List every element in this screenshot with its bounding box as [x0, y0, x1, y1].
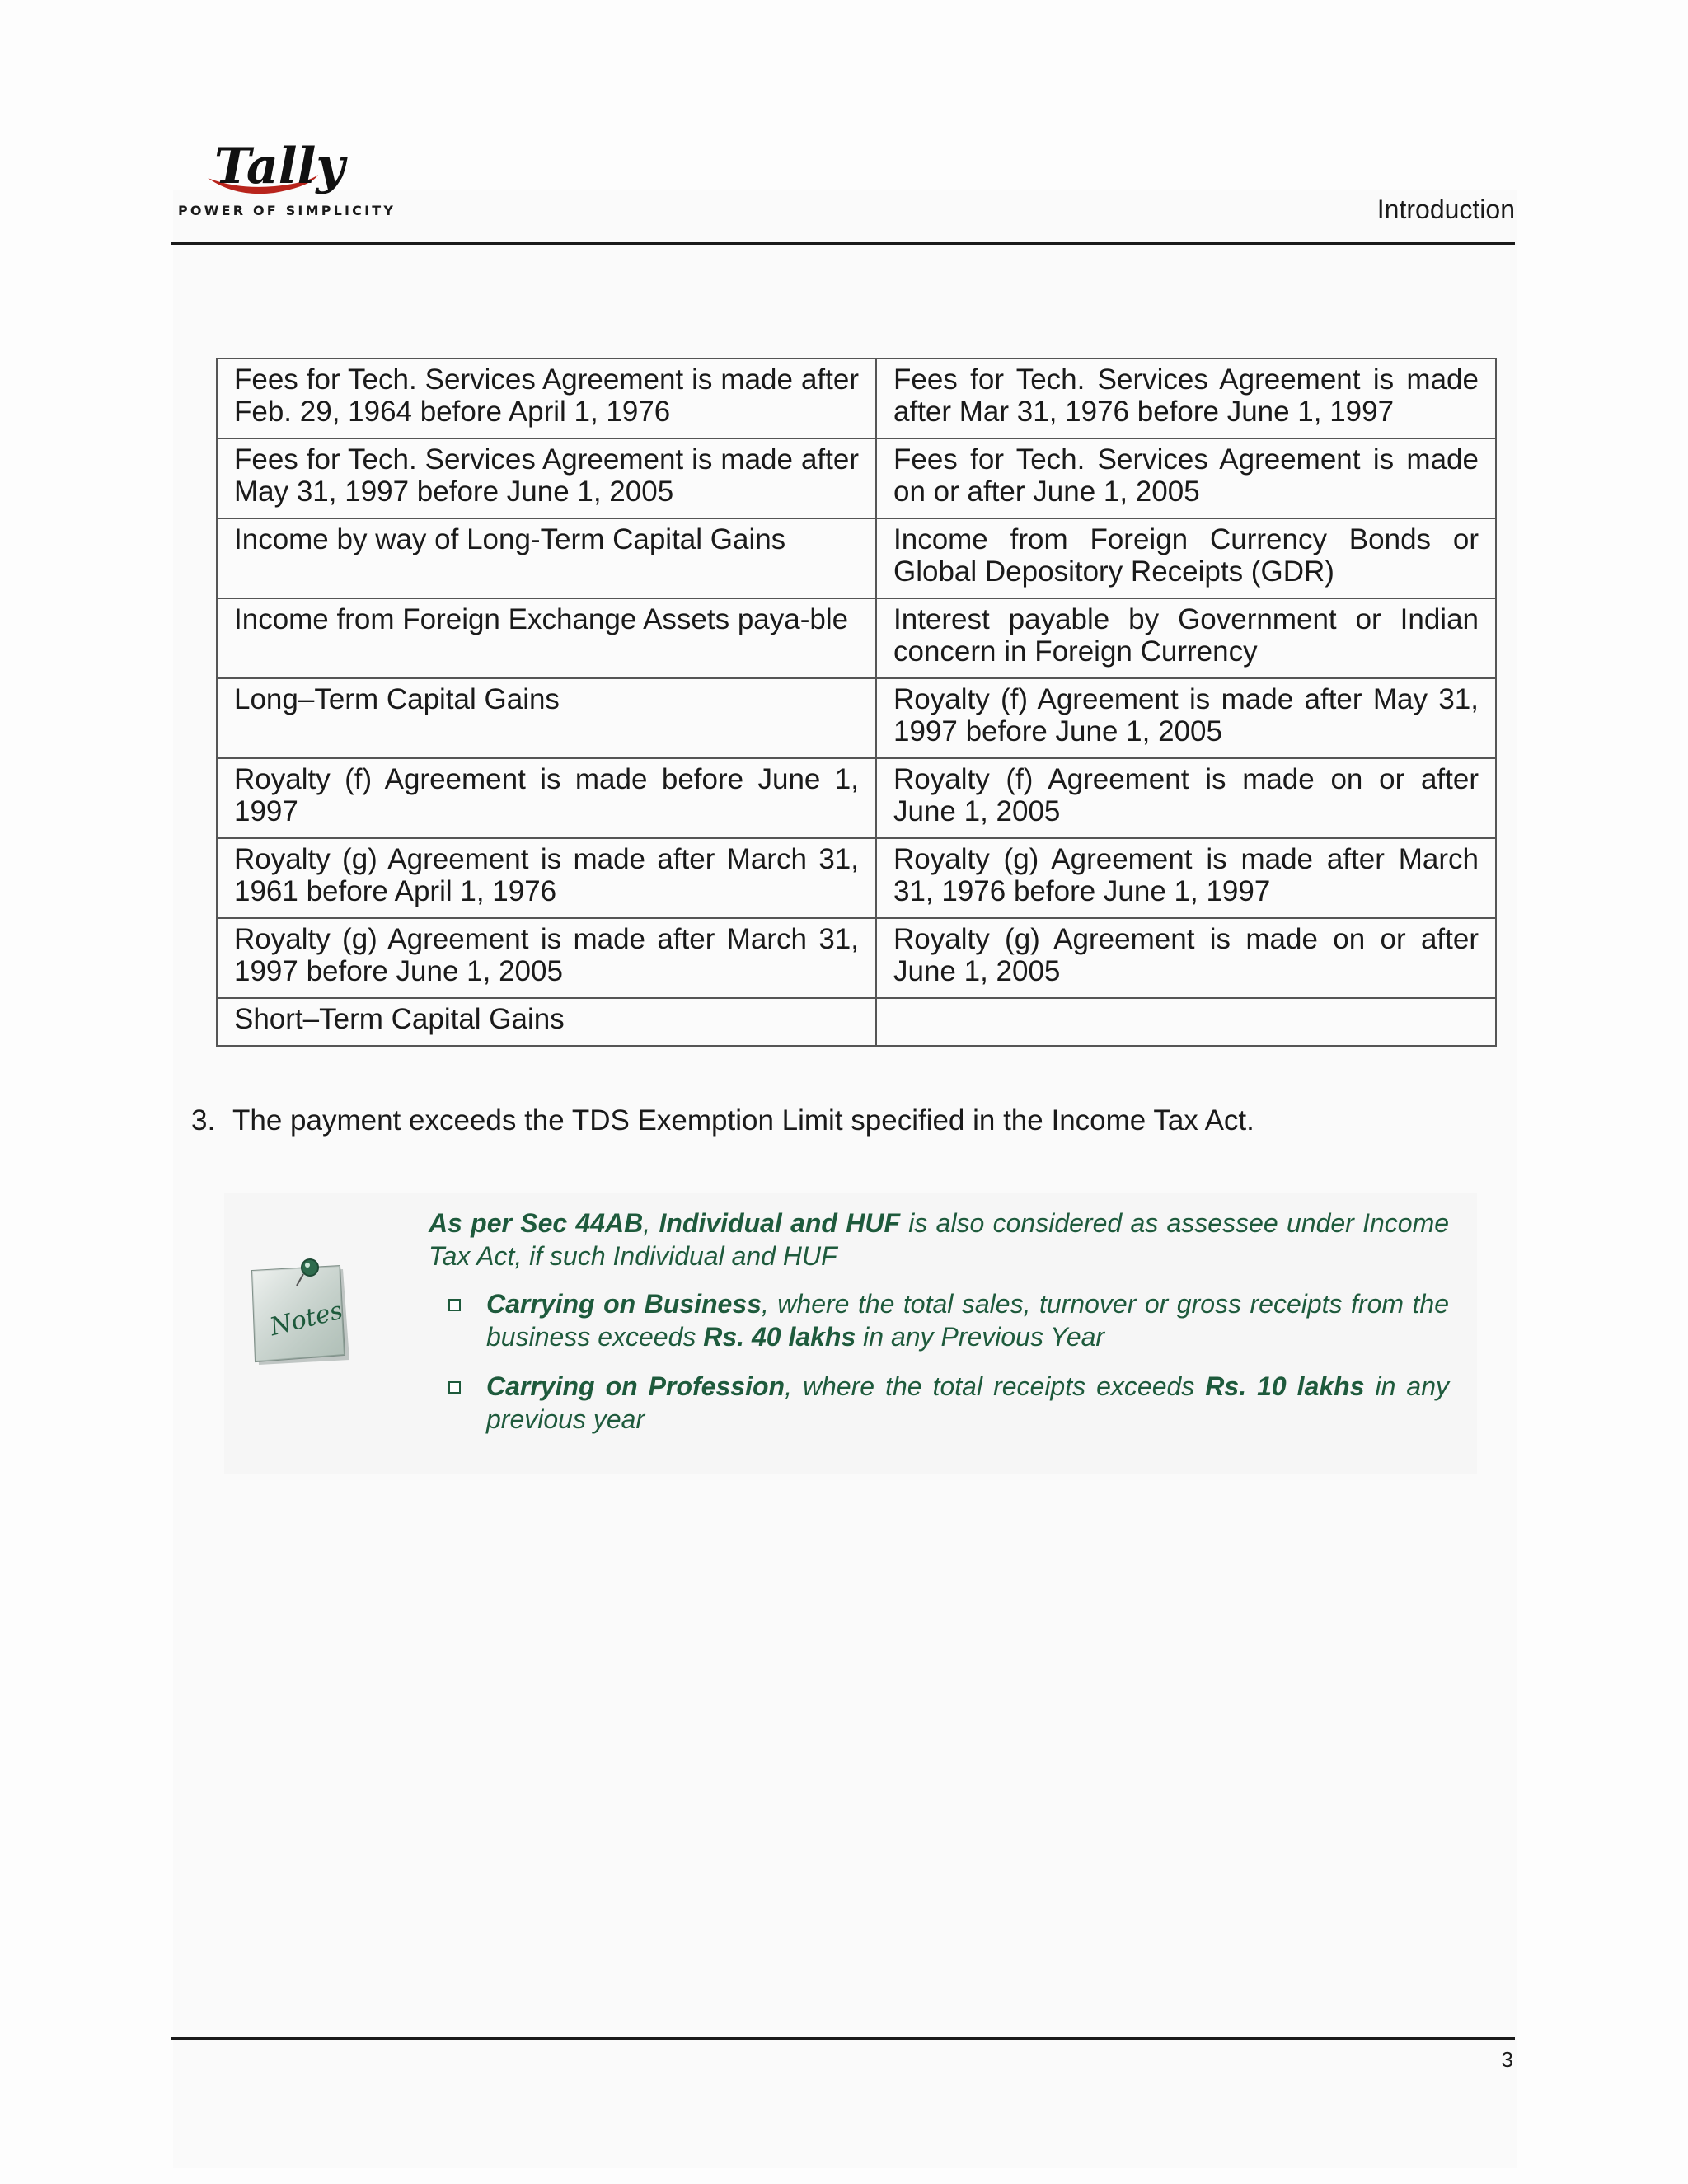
table-row: [217, 518, 1496, 598]
square-bullet-icon: [448, 1381, 461, 1394]
table-cell: Royalty (f) Agreement is made after May 31, 1997 before June 1, 2005: [876, 678, 1496, 758]
table-row: [217, 838, 1496, 918]
table-cell: Fees for Tech. Services Agreement is made after May 31, 1997 before June 1, 2005: [217, 438, 876, 518]
page-number: 3: [1501, 2047, 1513, 2072]
table-cell: Short–Term Capital Gains: [217, 998, 876, 1046]
list-item-text: The payment exceeds the TDS Exemption Limit specified in the Income Tax Act.: [232, 1104, 1254, 1137]
list-item: [429, 1370, 1449, 1436]
item-text-end: in any Previous Year: [856, 1322, 1105, 1352]
table-cell: Income by way of Long-Term Capital Gains: [217, 518, 876, 598]
notes-intro: [429, 1207, 1449, 1272]
page-header: [171, 132, 1515, 246]
list-item: [429, 1287, 1449, 1353]
notes-icon: [251, 1258, 358, 1373]
table-row: [217, 359, 1496, 438]
tds-nature-of-payment-table: [216, 358, 1497, 1047]
item-text-end: in any previous year: [486, 1371, 1450, 1434]
notes-pinned-paper-icon: [251, 1258, 358, 1373]
table-cell: Royalty (g) Agreement is made on or after June 1, 2005: [876, 918, 1496, 998]
table-cell: Fees for Tech. Services Agreement is made on or after June 1, 2005: [876, 438, 1496, 518]
table-row: [217, 678, 1496, 758]
table-cell: Royalty (g) Agreement is made after March 31, 1997 before June 1, 2005: [217, 918, 876, 998]
notes-content: [429, 1207, 1449, 1452]
table-row: [217, 758, 1496, 838]
table-cell: Interest payable by Government or Indian concern in Foreign Currency: [876, 598, 1496, 678]
table-cell: [876, 998, 1496, 1046]
table-row: [217, 918, 1496, 998]
square-bullet-icon: [448, 1299, 461, 1311]
item-amount: Rs. 40 lakhs: [703, 1322, 856, 1352]
table-cell: Income from Foreign Exchange Assets paya-ble: [217, 598, 876, 678]
section-title: Introduction: [1376, 194, 1515, 224]
intro-rest: is also considered as assessee under Income Tax Act, if such Individual and HUF: [429, 1208, 1450, 1271]
item-lead: Carrying on Business: [486, 1289, 762, 1319]
item-text: , where the total sales, turnover or gross receipts from the business exceeds: [486, 1289, 1450, 1352]
table-row: [217, 998, 1496, 1046]
list-number: 3.: [191, 1104, 216, 1137]
tally-logo: [171, 132, 396, 223]
logo-tagline: POWER OF SIMPLICITY: [178, 203, 396, 218]
table-cell: Income from Foreign Currency Bonds or Global Depository Receipts (GDR): [876, 518, 1496, 598]
table-row: [217, 438, 1496, 518]
numbered-list-item: [191, 1104, 1254, 1137]
table-cell: Royalty (g) Agreement is made after March 31, 1976 before June 1, 1997: [876, 838, 1496, 918]
tally-logo-mark: [171, 132, 369, 206]
table-cell: Long–Term Capital Gains: [217, 678, 876, 758]
table-row: [217, 598, 1496, 678]
item-lead: Carrying on Profession: [486, 1371, 785, 1401]
logo-wordmark: Tally: [214, 138, 345, 195]
notes-icon-label: Notes: [266, 1296, 346, 1343]
table-cell: Royalty (f) Agreement is made before June 1, 1997: [217, 758, 876, 838]
table-cell: Royalty (g) Agreement is made after March 31, 1961 before April 1, 1976: [217, 838, 876, 918]
table-cell: Royalty (f) Agreement is made on or after June 1, 2005: [876, 758, 1496, 838]
notes-list: [429, 1287, 1449, 1436]
sec-reference: As per Sec 44AB: [429, 1208, 644, 1238]
item-amount: Rs. 10 lakhs: [1205, 1371, 1365, 1401]
header-divider: [171, 242, 1515, 245]
item-text: , where the total receipts exceeds: [785, 1371, 1206, 1401]
assessee-type: Individual and HUF: [659, 1208, 900, 1238]
table-cell: Fees for Tech. Services Agreement is made after Feb. 29, 1964 before April 1, 1976: [217, 359, 876, 438]
intro-separator: ,: [643, 1208, 659, 1238]
footer-divider: [171, 2037, 1515, 2040]
table-cell: Fees for Tech. Services Agreement is made after Mar 31, 1976 before June 1, 1997: [876, 359, 1496, 438]
